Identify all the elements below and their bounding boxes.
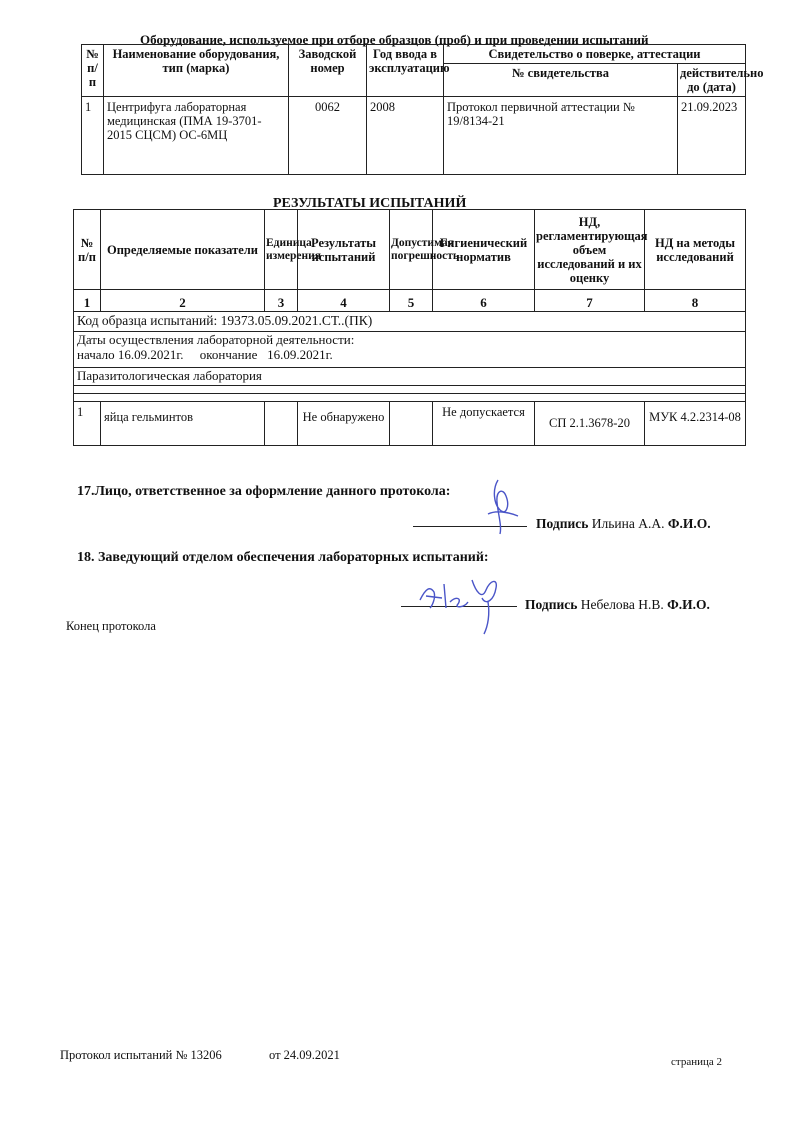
lab-name: Паразитологическая лаборатория — [74, 368, 746, 386]
col-number: 1 — [74, 290, 101, 312]
col-number: 3 — [265, 290, 298, 312]
col-number: 6 — [433, 290, 535, 312]
res-cell-result: Не обнаружено — [298, 402, 390, 446]
eq-header-cert-group: Свидетельство о поверке, аттестации — [444, 45, 746, 64]
col-number: 5 — [390, 290, 433, 312]
eq-header-name: Наименование оборудования, тип (марка) — [104, 45, 289, 97]
signature-17-icon — [470, 476, 530, 538]
lab-dates-value: начало 16.09.2021г. окончание 16.09.2021г. — [77, 346, 333, 362]
res-cell-norm: Не допускается — [433, 402, 535, 446]
res-header-results: Результаты испытаний — [298, 210, 390, 290]
col-number: 8 — [645, 290, 746, 312]
res-cell-unit — [265, 402, 298, 446]
eq-header-serial: Заводской номер — [289, 45, 367, 97]
table-row — [82, 97, 746, 175]
res-header-norm: Гигиенический норматив — [433, 210, 535, 290]
signature-18-text — [525, 597, 710, 613]
eq-header-year: Год ввода в эксплуатацию — [367, 45, 444, 97]
res-header-unit: Единица измерения — [265, 210, 298, 290]
results-table — [73, 209, 746, 446]
signature-18-fio: Ф.И.О. — [667, 597, 710, 612]
res-cell-num: 1 — [74, 402, 101, 446]
col-number: 4 — [298, 290, 390, 312]
col-number: 2 — [101, 290, 265, 312]
end-of-protocol: Конец протокола — [66, 619, 156, 633]
signature-18-icon — [412, 562, 512, 642]
signature-18-sign-word: Подпись — [525, 597, 578, 612]
eq-cell-year: 2008 — [367, 97, 444, 175]
footer-date: от 24.09.2021 — [269, 1048, 340, 1062]
results-title: РЕЗУЛЬТАТЫ ИСПЫТАНИЙ — [273, 196, 467, 211]
res-header-indicators: Определяемые показатели — [101, 210, 265, 290]
res-header-nd-method: НД на методы исследований — [645, 210, 746, 290]
footer-protocol: Протокол испытаний № 13206 — [60, 1048, 222, 1062]
col-number: 7 — [535, 290, 645, 312]
lab-dates-label: Даты осуществления лабораторной деятельности: — [77, 332, 355, 347]
res-cell-nd-scope: СП 2.1.3678-20 — [535, 402, 645, 446]
eq-header-cert-no: № свидетельства — [444, 64, 678, 97]
signature-17-name: Ильина А.А. — [591, 516, 665, 531]
eq-cell-num: 1 — [82, 97, 104, 175]
res-cell-error — [390, 402, 433, 446]
res-header-num: № п/п — [74, 210, 101, 290]
signature-17-sign-word: Подпись — [536, 516, 589, 531]
table-row — [74, 402, 746, 446]
footer-page-number: страница 2 — [671, 1056, 722, 1068]
eq-header-valid-until: действительно до (дата) — [678, 64, 746, 97]
signature-17-label: 17.Лицо, ответственное за оформление данного протокола: — [77, 484, 451, 499]
signature-17-text — [536, 516, 711, 532]
eq-cell-name: Центрифуга лабораторная медицинская (ПМА 19-3701-2015 СЦСМ) ОС-6МЦ — [104, 97, 289, 175]
eq-cell-valid-until: 21.09.2023 — [678, 97, 746, 175]
signature-18-label: 18. Заведующий отделом обеспечения лабораторных испытаний: — [77, 550, 489, 565]
spacer-row — [74, 394, 746, 402]
res-cell-nd-method: МУК 4.2.2314-08 — [645, 402, 746, 446]
eq-cell-serial: 0062 — [289, 97, 367, 175]
eq-header-num: № п/п — [82, 45, 104, 97]
res-header-error: Допустимая погрешность — [390, 210, 433, 290]
lab-dates — [74, 332, 746, 368]
signature-17-fio: Ф.И.О. — [667, 516, 711, 531]
equipment-table — [81, 44, 764, 175]
res-header-nd-scope: НД, регламентирующая объем исследований и их оценку — [535, 210, 645, 290]
sample-code: Код образца испытаний: 19373.05.09.2021.СТ..(ПК) — [74, 312, 746, 332]
signature-18-name: Небелова Н.В. — [580, 597, 664, 612]
eq-cell-cert-no: Протокол первичной аттестации № 19/8134-21 — [444, 97, 678, 175]
equipment-title: Оборудование, используемое при отборе образцов (проб) и при проведении испытаний — [140, 32, 649, 47]
spacer-row — [74, 386, 746, 394]
res-cell-indicator: яйца гельминтов — [101, 402, 265, 446]
